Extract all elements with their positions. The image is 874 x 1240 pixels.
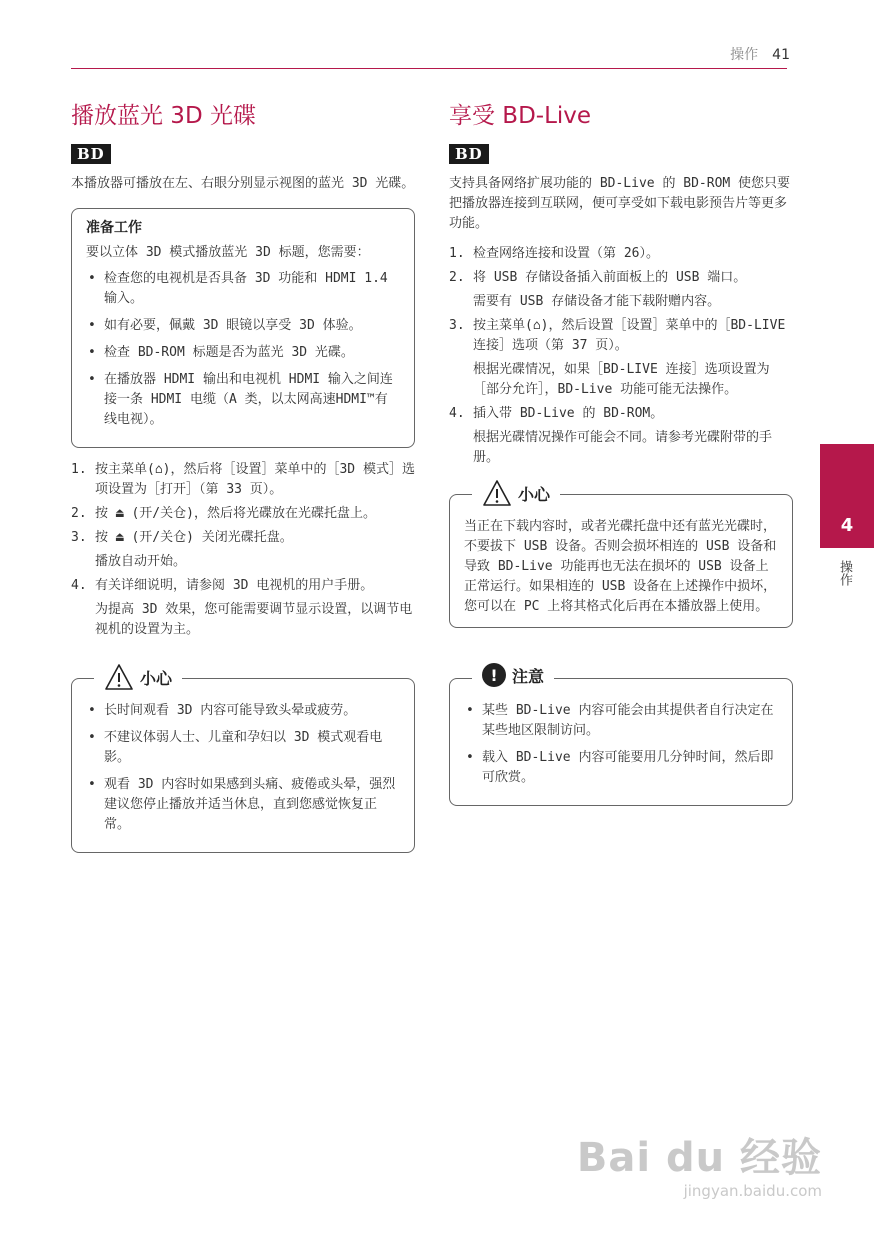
prep-title: 准备工作: [86, 220, 142, 236]
step-text: 将 USB 存储设备插入前面板上的 USB 端口。: [473, 270, 747, 285]
section-title-bdlive: 享受 BD-Live: [449, 103, 592, 129]
chapter-label: 操作: [837, 560, 852, 586]
steps-3d: [71, 460, 415, 640]
exclamation-icon: !: [482, 663, 506, 687]
step-number: 4.: [71, 578, 87, 593]
step-item: [449, 404, 793, 468]
list-item: • 长时间观看 3D 内容可能导致头晕或疲劳。: [86, 701, 400, 721]
step-text: 检查网络连接和设置（第 26）。: [473, 246, 659, 261]
intro-3d: 本播放器可播放在左、右眼分别显示视图的蓝光 3D 光碟。: [71, 176, 415, 191]
watermark-logo: Bai du 经验: [576, 1135, 822, 1181]
step-text: 按 ⏏ (开/关仓) 关闭光碟托盘。: [95, 530, 293, 545]
caution-label-text: 小心: [518, 484, 551, 504]
section-title-3d: 播放蓝光 3D 光碟: [71, 103, 256, 129]
chapter-tab: [820, 444, 874, 548]
chapter-number: 4: [840, 515, 854, 536]
prep-box: [71, 208, 415, 448]
left-column: [71, 100, 415, 853]
step-number: 3.: [71, 530, 87, 545]
step-number: 1.: [449, 246, 465, 261]
step-text: 按 ⏏ (开/关仓)，然后将光碟放在光碟托盘上。: [95, 506, 376, 521]
step-subtext: 播放自动开始。: [95, 554, 187, 569]
caution-label: [94, 663, 182, 691]
list-item: • 不建议体弱人士、儿童和孕妇以 3D 模式观看电影。: [86, 728, 400, 768]
step-number: 4.: [449, 406, 465, 421]
list-item: • 检查 BD-ROM 标题是否为蓝光 3D 光碟。: [86, 343, 400, 363]
list-item: • 检查您的电视机是否具备 3D 功能和 HDMI 1.4 输入。: [86, 269, 400, 309]
step-item: [71, 460, 415, 500]
watermark-url: jingyan.baidu.com: [683, 1182, 822, 1200]
list-item: • 载入 BD-Live 内容可能要用几分钟时间，然后即可欣赏。: [464, 748, 778, 788]
step-item: [449, 244, 793, 264]
steps-bdlive: [449, 244, 793, 468]
step-item: [449, 268, 793, 312]
step-subtext: 根据光碟情况操作可能会不同。请参考光碟附带的手册。: [473, 430, 773, 465]
step-item: [449, 316, 793, 400]
caution-label-text: 小心: [140, 668, 173, 688]
page-number: 41: [772, 47, 790, 63]
prep-intro: 要以立体 3D 模式播放蓝光 3D 标题，您需要：: [86, 245, 370, 260]
step-number: 2.: [449, 270, 465, 285]
step-item: [71, 576, 415, 640]
prep-list: [86, 269, 400, 430]
bd-badge: BD: [449, 144, 489, 164]
caution-box-bdlive: [449, 484, 793, 628]
watermark: [577, 1136, 822, 1200]
step-number: 2.: [71, 506, 87, 521]
caution-text: 当正在下载内容时，或者光碟托盘中还有蓝光光碟时，不要拔下 USB 设备。否则会损坏相连的 USB 设备和导致 BD-Live 功能再也无法在损坏的 USB 设备上正常运行。如果相连的 USB 设备在上述操作中损坏，您可以在 PC 上将其格式化后再在本播放器上使用。: [464, 519, 777, 614]
step-subtext: 根据光碟情况，如果［BD-LIVE 连接］选项设置为［部分允许］，BD-Live 功能可能无法操作。: [473, 362, 770, 397]
caution-box-3d: [71, 668, 415, 853]
note-list: [464, 701, 778, 788]
list-item: • 观看 3D 内容时如果感到头痛、疲倦或头晕，强烈建议您停止播放并适当休息，直到您感觉恢复正常。: [86, 775, 400, 835]
header-rule: [71, 68, 787, 69]
warning-triangle-icon: [104, 663, 134, 691]
header-section: 操作: [730, 47, 759, 63]
step-number: 1.: [71, 462, 87, 477]
page-header: [730, 44, 790, 64]
caution-label: [472, 479, 560, 507]
step-item: [71, 504, 415, 524]
step-number: 3.: [449, 318, 465, 333]
note-label: [472, 663, 554, 687]
step-subtext: 为提高 3D 效果，您可能需要调节显示设置，以调节电视机的设置为主。: [95, 602, 413, 637]
step-item: [71, 528, 415, 572]
bd-badge: BD: [71, 144, 111, 164]
list-item: • 如有必要，佩戴 3D 眼镜以享受 3D 体验。: [86, 316, 400, 336]
step-text: 按主菜单(⌂)，然后设置［设置］菜单中的［BD-LIVE 连接］选项（第 37 页）。: [473, 318, 786, 353]
intro-bdlive: 支持具备网络扩展功能的 BD-Live 的 BD-ROM 使您只要把播放器连接到互联网，便可享受如下载电影预告片等更多功能。: [449, 176, 791, 231]
step-text: 按主菜单(⌂)，然后将［设置］菜单中的［3D 模式］选项设置为［打开］（第 33 页）。: [95, 462, 415, 497]
list-item: • 在播放器 HDMI 输出和电视机 HDMI 输入之间连接一条 HDMI 电缆（A 类，以太网高速HDMI™有线电视）。: [86, 370, 400, 430]
caution-list: [86, 701, 400, 835]
list-item: • 某些 BD-Live 内容可能会由其提供者自行决定在某些地区限制访问。: [464, 701, 778, 741]
note-label-text: 注意: [512, 666, 545, 686]
right-column: [449, 100, 793, 806]
step-subtext: 需要有 USB 存储设备才能下载附赠内容。: [473, 294, 721, 309]
warning-triangle-icon: [482, 479, 512, 507]
step-text: 插入带 BD-Live 的 BD-ROM。: [473, 406, 664, 421]
step-text: 有关详细说明，请参阅 3D 电视机的用户手册。: [95, 578, 374, 593]
note-box: [449, 665, 793, 806]
